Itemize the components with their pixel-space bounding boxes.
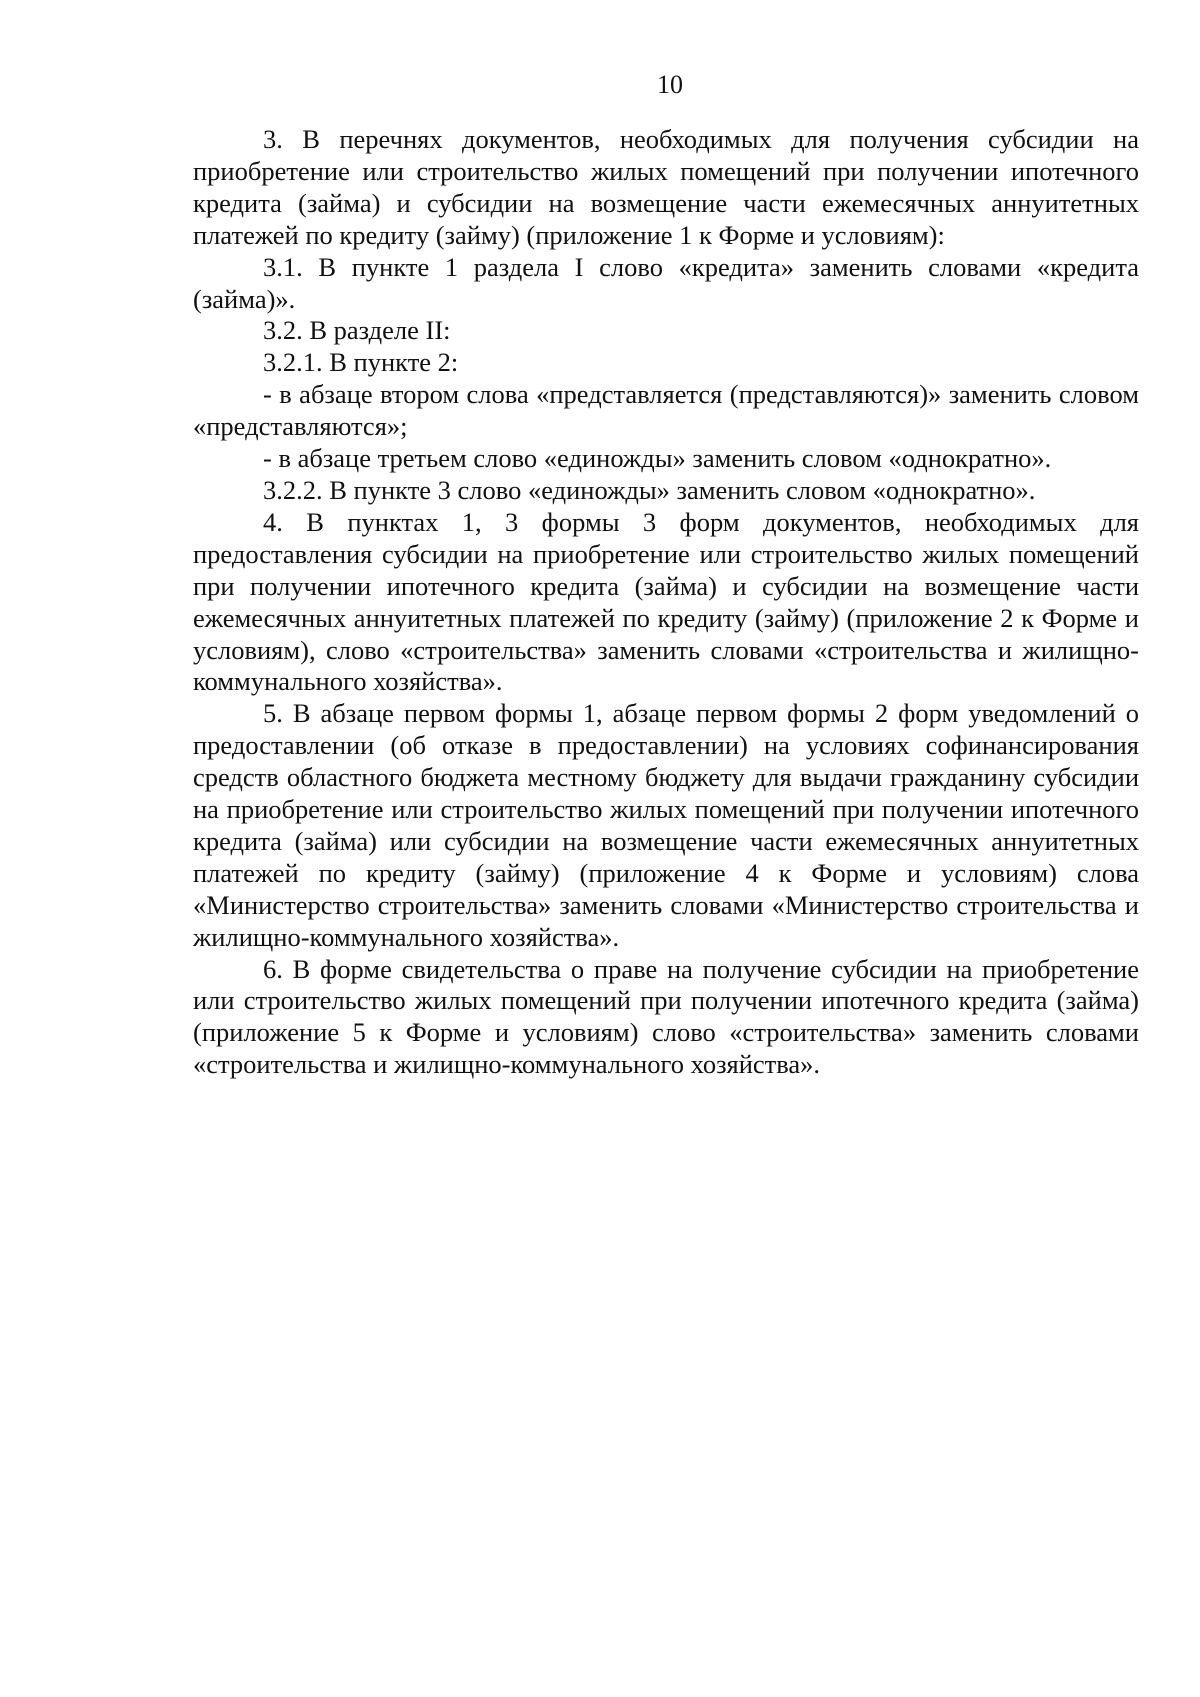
paragraph-3-2: 3.2. В разделе II: xyxy=(263,315,451,346)
paragraph-3-2-1-item-1: - в абзаце втором слова «представляется (представляются)» заменить словом «представляются»; xyxy=(193,379,1139,442)
paragraph-3-2-1-item-2: - в абзаце третьем слово «единожды» заменить словом «однократно». xyxy=(263,443,1052,474)
paragraph-3: 3. В перечнях документов, необходимых для получения субсидии на приобретение или строительство жилых помещений при получении ипотечного кредита (займа) и субсидии на возмещение части ежемесячных аннуитетных платежей по кредиту (займу) (приложение 1 к Форме и условиям): xyxy=(193,124,1139,250)
paragraph-4: 4. В пунктах 1, 3 формы 3 форм документов, необходимых для предоставления субсидии на приобретение или строительство жилых помещений при получении ипотечного кредита (займа) и субсидии на возмещение части ежемесячных аннуитетных платежей по кредиту (займу) (приложение 2 к Форме и условиям), слово «строительства» заменить словами «строительства и жилищно-коммунального хозяйства». xyxy=(193,506,1139,697)
page-number: 10 xyxy=(657,70,683,99)
document-body xyxy=(193,124,1139,1081)
paragraph-3-1: 3.1. В пункте 1 раздела I слово «кредита» заменить словами «кредита (займа)». xyxy=(193,251,1139,314)
paragraph-6: 6. В форме свидетельства о праве на получение субсидии на приобретение или строительство жилых помещений при получении ипотечного кредита (займа) (приложение 5 к Форме и условиям) слово «строительства» заменить словами «строительства и жилищно-коммунального хозяйства». xyxy=(193,953,1139,1080)
paragraph-3-2-1: 3.2.1. В пункте 2: xyxy=(263,347,459,378)
paragraph-5: 5. В абзаце первом формы 1, абзаце первом формы 2 форм уведомлений о предоставлении (об отказе в предоставлении) на условиях софинансирования средств областного бюджета местному бюджету для выдачи гражданину субсидии на приобретение или строительство жилых помещений при получении ипотечного кредита (займа) или субсидии на возмещение части ежемесячных аннуитетных платежей по кредиту (займу) (приложение 4 к Форме и условиям) слова «Министерство строительства» заменить словами «Министерство строительства и жилищно-коммунального хозяйства». xyxy=(193,698,1139,952)
paragraph-3-2-2: 3.2.2. В пункте 3 слово «единожды» заменить словом «однократно». xyxy=(263,474,1036,505)
